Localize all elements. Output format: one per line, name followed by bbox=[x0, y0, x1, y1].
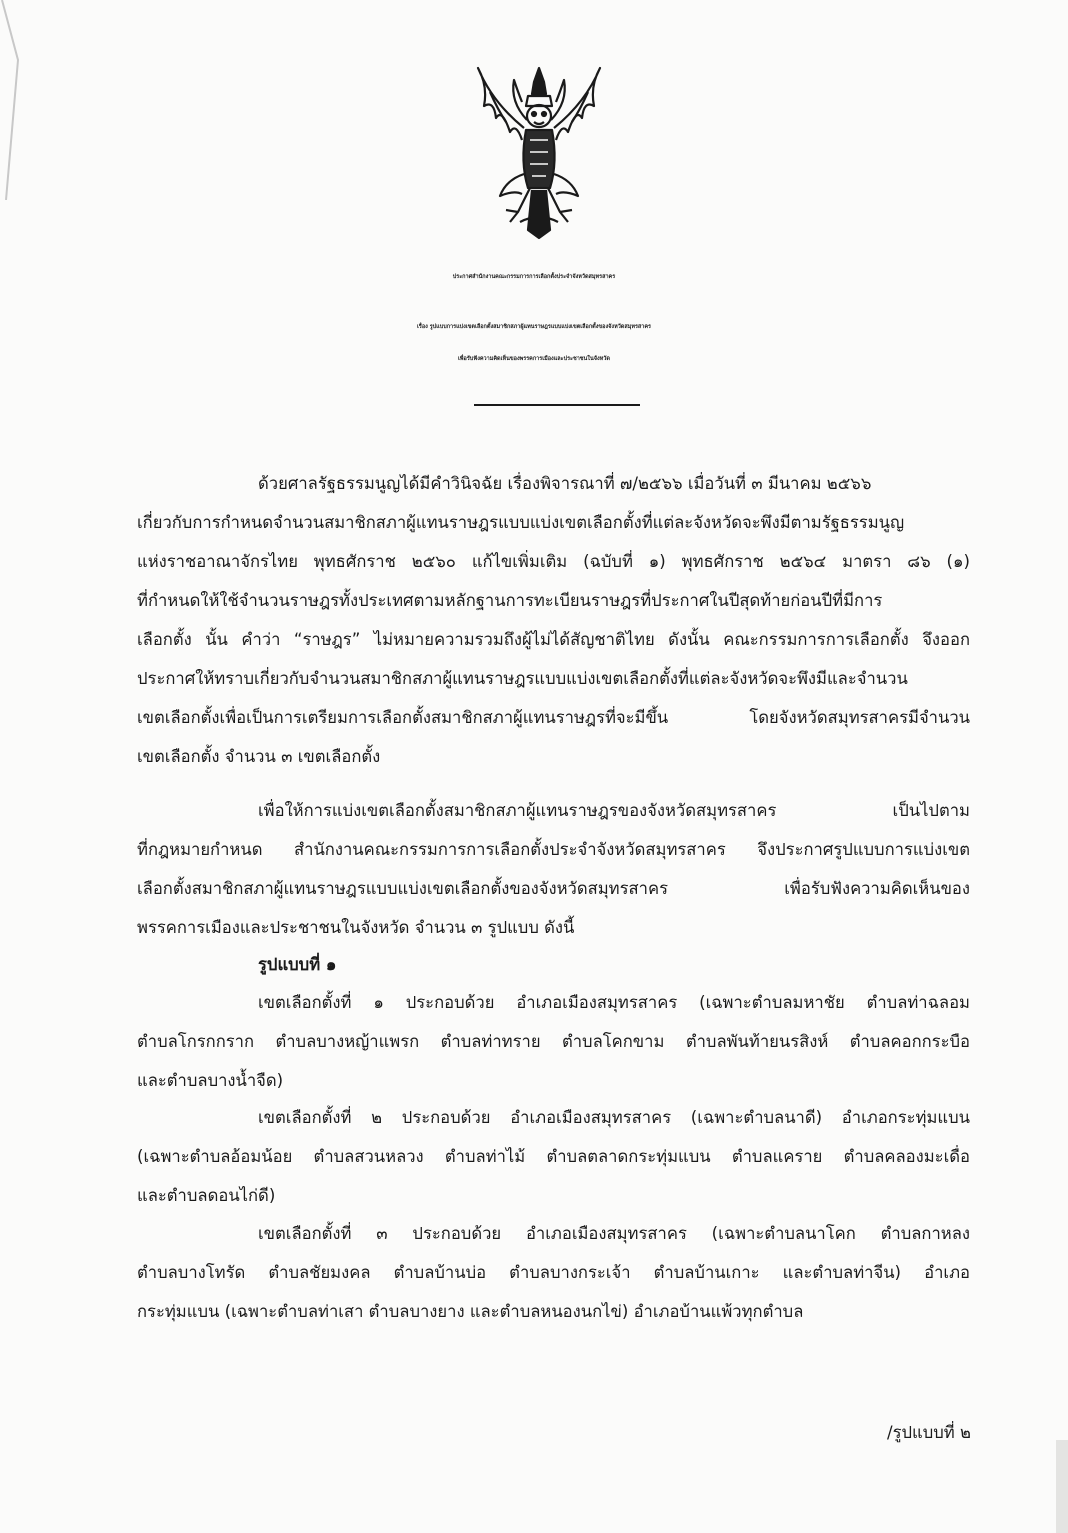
district3-line: เขตเลือกตั้งที่ ๓ ประกอบด้วย อำเภอเมืองสมุทรสาคร (เฉพาะตำบลนาโคก ตำบลกาหลง bbox=[258, 1224, 970, 1243]
district1-line: เขตเลือกตั้งที่ ๑ ประกอบด้วย อำเภอเมืองสมุทรสาคร (เฉพาะตำบลมหาชัย ตำบลท่าฉลอม bbox=[258, 993, 970, 1012]
pattern-heading: รูปแบบที่ ๑ bbox=[258, 955, 337, 974]
district2-line: เขตเลือกตั้งที่ ๒ ประกอบด้วย อำเภอเมืองสมุทรสาคร (เฉพาะตำบลนาดี) อำเภอกระทุ่มแบน bbox=[258, 1108, 970, 1127]
para2-line: พรรคการเมืองและประชาชนในจังหวัด จำนวน ๓ รูปแบบ ดังนี้ bbox=[137, 918, 575, 937]
continuation-note: /รูปแบบที่ ๒ bbox=[887, 1423, 971, 1442]
title-divider bbox=[474, 404, 640, 406]
scan-edge-mark bbox=[0, 0, 24, 200]
para1-line: ด้วยศาลรัฐธรรมนูญได้มีคำวินิจฉัย เรื่องพิจารณาที่ ๗/๒๕๖๖ เมื่อวันที่ ๓ มีนาคม ๒๕๖๖ bbox=[258, 474, 872, 493]
announcement-subject-line2: เพื่อรับฟังความคิดเห็นของพรรคการเมืองและประชาชนในจังหวัด bbox=[458, 356, 610, 362]
para2-line: เพื่อให้การแบ่งเขตเลือกตั้งสมาชิกสภาผู้แทนราษฎรของจังหวัดสมุทรสาคร เป็นไปตาม bbox=[258, 801, 970, 820]
garuda-emblem-icon bbox=[470, 62, 608, 240]
para2-line: เลือกตั้งสมาชิกสภาผู้แทนราษฎรแบบแบ่งเขตเลือกตั้งของจังหวัดสมุทรสาคร เพื่อรับฟังความคิดเห็นของ bbox=[137, 879, 970, 898]
district2-line: และตำบลดอนไก่ดี) bbox=[137, 1186, 276, 1205]
scan-edge-shadow bbox=[1056, 1440, 1068, 1533]
para1-line: เขตเลือกตั้ง จำนวน ๓ เขตเลือกตั้ง bbox=[137, 747, 381, 766]
district3-line: ตำบลบางโทรัด ตำบลชัยมงคล ตำบลบ้านบ่อ ตำบลบางกระเจ้า ตำบลบ้านเกาะ และตำบลท่าจีน) อำเภอ bbox=[137, 1263, 970, 1282]
para1-line: เขตเลือกตั้งเพื่อเป็นการเตรียมการเลือกตั้งสมาชิกสภาผู้แทนราษฎรที่จะมีขึ้น โดยจังหวัดสมุทรสาครมีจำนวน bbox=[137, 708, 970, 727]
para1-line: แห่งราชอาณาจักรไทย พุทธศักราช ๒๕๖๐ แก้ไขเพิ่มเติม (ฉบับที่ ๑) พุทธศักราช ๒๕๖๔ มาตรา ๘๖ (๑) bbox=[137, 552, 970, 571]
announcement-title: ประกาศสำนักงานคณะกรรมการการเลือกตั้งประจำจังหวัดสมุทรสาคร bbox=[452, 274, 616, 280]
announcement-subject: เรื่อง รูปแบบการแบ่งเขตเลือกตั้งสมาชิกสภาผู้แทนราษฎรแบบแบ่งเขตเลือกตั้งของจังหวัดสมุทรสาคร bbox=[416, 324, 651, 330]
district1-line: และตำบลบางน้ำจืด) bbox=[137, 1071, 284, 1090]
district3-line: กระทุ่มแบน (เฉพาะตำบลท่าเสา ตำบลบางยาง และตำบลหนองนกไข่) อำเภอบ้านแพ้วทุกตำบล bbox=[137, 1302, 804, 1321]
district1-line: ตำบลโกรกกราก ตำบลบางหญ้าแพรก ตำบลท่าทราย ตำบลโคกขาม ตำบลพันท้ายนรสิงห์ ตำบลคอกกระบือ bbox=[137, 1032, 970, 1051]
para2-line: ที่กฎหมายกำหนด สำนักงานคณะกรรมการการเลือกตั้งประจำจังหวัดสมุทรสาคร จึงประกาศรูปแบบการแบ่งเขต bbox=[137, 840, 970, 859]
para1-line: ประกาศให้ทราบเกี่ยวกับจำนวนสมาชิกสภาผู้แทนราษฎรแบบแบ่งเขตเลือกตั้งที่แต่ละจังหวัดจะพึงมีและจำนวน bbox=[137, 669, 908, 688]
para1-line: ที่กำหนดให้ใช้จำนวนราษฎรทั้งประเทศตามหลักฐานการทะเบียนราษฎรที่ประกาศในปีสุดท้ายก่อนปีที่มีการ bbox=[137, 591, 883, 610]
para1-line: เกี่ยวกับการกำหนดจำนวนสมาชิกสภาผู้แทนราษฎรแบบแบ่งเขตเลือกตั้งที่แต่ละจังหวัดจะพึงมีตามรัฐธรรมนูญ bbox=[137, 513, 905, 532]
para1-line: เลือกตั้ง นั้น คำว่า “ราษฎร” ไม่หมายความรวมถึงผู้ไม่ได้สัญชาติไทย ดังนั้น คณะกรรมการการเลือกตั้ง จึงออก bbox=[137, 630, 970, 649]
district2-line: (เฉพาะตำบลอ้อมน้อย ตำบลสวนหลวง ตำบลท่าไม้ ตำบลตลาดกระทุ่มแบน ตำบลแคราย ตำบลคลองมะเดื่อ bbox=[137, 1147, 970, 1166]
